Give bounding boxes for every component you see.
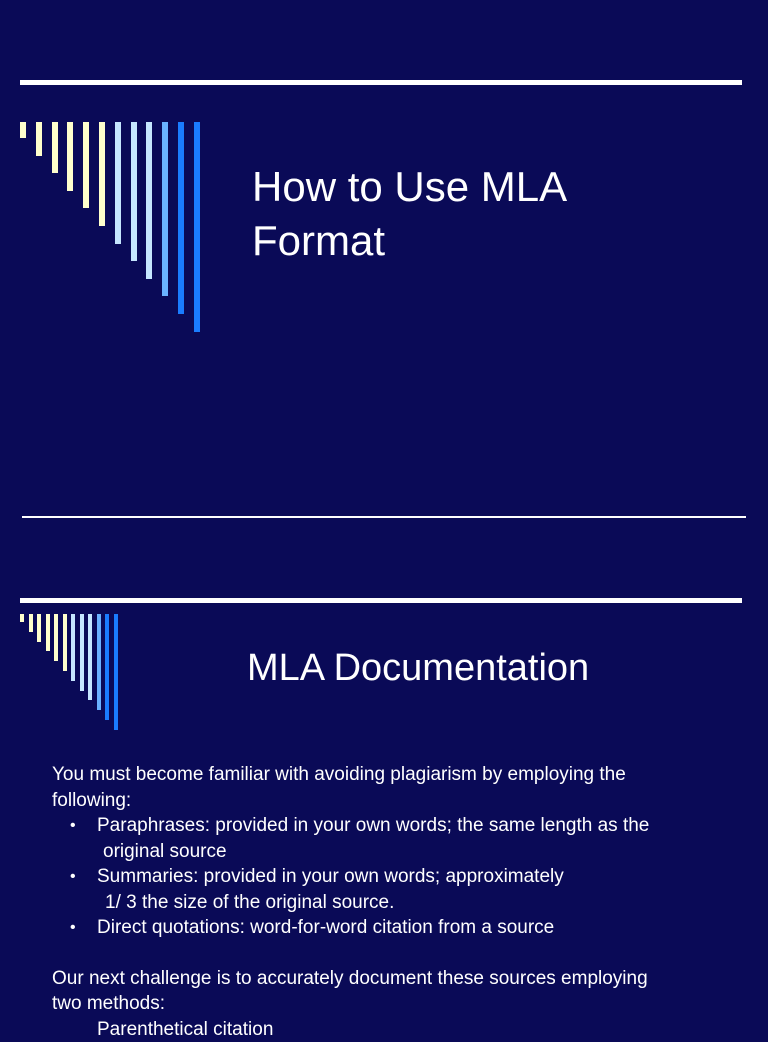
decorative-bar <box>20 122 26 138</box>
decorative-bar <box>63 614 67 671</box>
intro-line-1: You must become familiar with avoiding plagiarism by employing the <box>52 764 626 785</box>
decorative-bar <box>114 614 118 730</box>
decorative-bar <box>97 614 101 710</box>
decorative-bar <box>37 614 41 642</box>
decorative-bar <box>162 122 168 296</box>
list-item: • Paraphrases: provided in your own words; the same length as the original source <box>52 813 742 864</box>
decorative-bar <box>46 614 50 651</box>
next-line-1: Our next challenge is to accurately document these sources employing <box>52 968 648 989</box>
bullet-icon: • <box>70 813 76 839</box>
decorative-bar <box>178 122 184 314</box>
slide-1 <box>0 0 768 500</box>
methods-paragraph <box>52 966 742 1017</box>
decorative-bar <box>36 122 42 156</box>
slide-2 <box>0 510 768 1024</box>
top-rule <box>20 80 742 85</box>
technique-list <box>52 813 742 941</box>
method-list <box>52 1017 742 1042</box>
decorative-bar <box>83 122 89 208</box>
decorative-bar <box>88 614 92 700</box>
top-rule <box>20 598 742 603</box>
decorative-bar <box>194 122 200 332</box>
decorative-bar <box>105 614 109 720</box>
decorative-bar <box>131 122 137 261</box>
decorative-bar <box>20 614 24 622</box>
decorative-bar <box>146 122 152 279</box>
list-item: • Direct quotations: word-for-word citation from a source <box>52 915 742 941</box>
decorative-bar <box>54 614 58 661</box>
intro-line-2: following: <box>52 790 131 811</box>
bullet-icon: • <box>70 864 76 890</box>
slide-title: MLA Documentation <box>247 644 589 692</box>
decorative-bar <box>67 122 73 191</box>
title-line-1: How to Use MLA <box>252 163 567 210</box>
next-line-2: two methods: <box>52 993 165 1014</box>
decorative-bar <box>115 122 121 244</box>
list-item: Parenthetical citation <box>52 1017 742 1042</box>
slide-title <box>252 160 567 268</box>
decorative-bar <box>29 614 33 632</box>
intro-paragraph <box>52 762 742 813</box>
bullet-icon: • <box>70 915 76 941</box>
slide-body <box>52 762 742 1042</box>
decorative-bar <box>80 614 84 691</box>
decorative-bar <box>52 122 58 173</box>
decorative-bar <box>71 614 75 681</box>
title-line-2: Format <box>252 217 385 264</box>
list-item: • Summaries: provided in your own words; approximately 1/ 3 the size of the original source. <box>52 864 742 915</box>
decorative-bar <box>99 122 105 226</box>
